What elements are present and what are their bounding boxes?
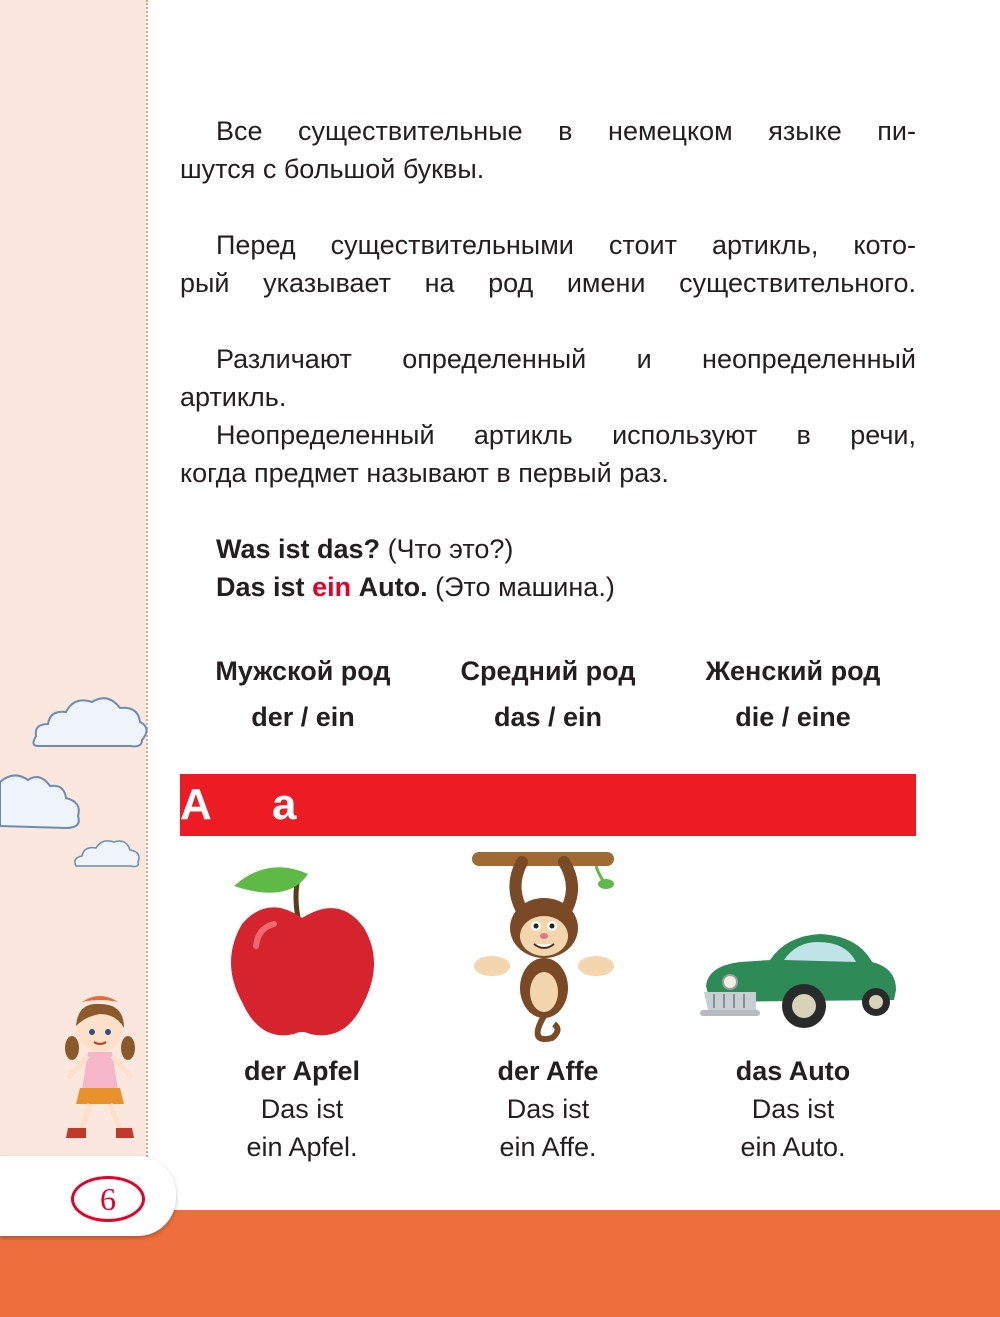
word-label: der Affe <box>497 1056 599 1086</box>
word-sentence-line: ein Affe. <box>499 1132 597 1162</box>
gender-feminine <box>668 648 918 740</box>
gender-name: Женский род <box>705 656 881 686</box>
gender-articles: der / ein <box>251 702 355 732</box>
car-icon <box>700 926 900 1036</box>
example-question <box>216 530 513 568</box>
paragraph-line: Неопределенный артикль используют в речи, <box>216 420 916 450</box>
gender-masculine <box>178 648 428 740</box>
girl-illustration <box>60 992 142 1142</box>
paragraph-3 <box>180 340 916 416</box>
example-question-ru: (Что это?) <box>387 534 514 564</box>
word-label: der Apfel <box>243 1056 360 1086</box>
paragraph-line: рый указывает на род имени существительного. <box>180 268 916 298</box>
gender-name: Средний род <box>460 656 636 686</box>
word-label: das Auto <box>735 1056 851 1086</box>
sidebar-divider <box>146 0 148 1317</box>
word-sentence-line: Das ist <box>506 1094 590 1124</box>
paragraph-1 <box>180 112 916 188</box>
paragraph-line: когда предмет называют в первый раз. <box>180 458 669 488</box>
word-card-apple <box>182 1052 422 1166</box>
word-sentence-line: Das ist <box>751 1094 835 1124</box>
apple-icon <box>228 866 378 1046</box>
word-sentence-line: Das ist <box>260 1094 344 1124</box>
gender-articles: das / ein <box>493 702 603 732</box>
example-answer-ru: (Это машина.) <box>435 572 615 602</box>
letter-banner <box>180 774 916 836</box>
paragraph-line: артикль. <box>180 382 287 412</box>
example-answer <box>216 568 615 606</box>
example-answer-noun: Auto. <box>358 572 428 602</box>
word-sentence-line: ein Auto. <box>740 1132 846 1162</box>
word-card-monkey <box>428 1052 668 1166</box>
example-article: ein <box>312 572 352 602</box>
paragraph-line: Все существительные в немецком языке пи- <box>216 116 916 146</box>
cloud-icon <box>30 688 150 758</box>
paragraph-2 <box>180 226 916 302</box>
example-question-de: Was ist das? <box>216 534 381 564</box>
cloud-icon <box>72 836 144 870</box>
paragraph-line: шутся с большой буквы. <box>180 154 485 184</box>
monkey-icon <box>468 848 628 1044</box>
gender-articles: die / eine <box>735 702 851 732</box>
letter-lower: a <box>272 780 297 829</box>
paragraph-4 <box>180 416 916 492</box>
letter-upper: A <box>180 780 212 829</box>
paragraph-line: Перед существительными стоит артикль, кото- <box>216 230 916 260</box>
gender-neuter <box>423 648 673 740</box>
word-card-car <box>673 1052 913 1166</box>
paragraph-line: Различают определенный и неопределенный <box>216 344 916 374</box>
example-answer-de: Das ist <box>216 572 305 602</box>
word-sentence-line: ein Apfel. <box>246 1132 358 1162</box>
cloud-icon <box>0 768 90 838</box>
gender-name: Мужской род <box>215 656 391 686</box>
page-number: 6 <box>71 1176 145 1222</box>
